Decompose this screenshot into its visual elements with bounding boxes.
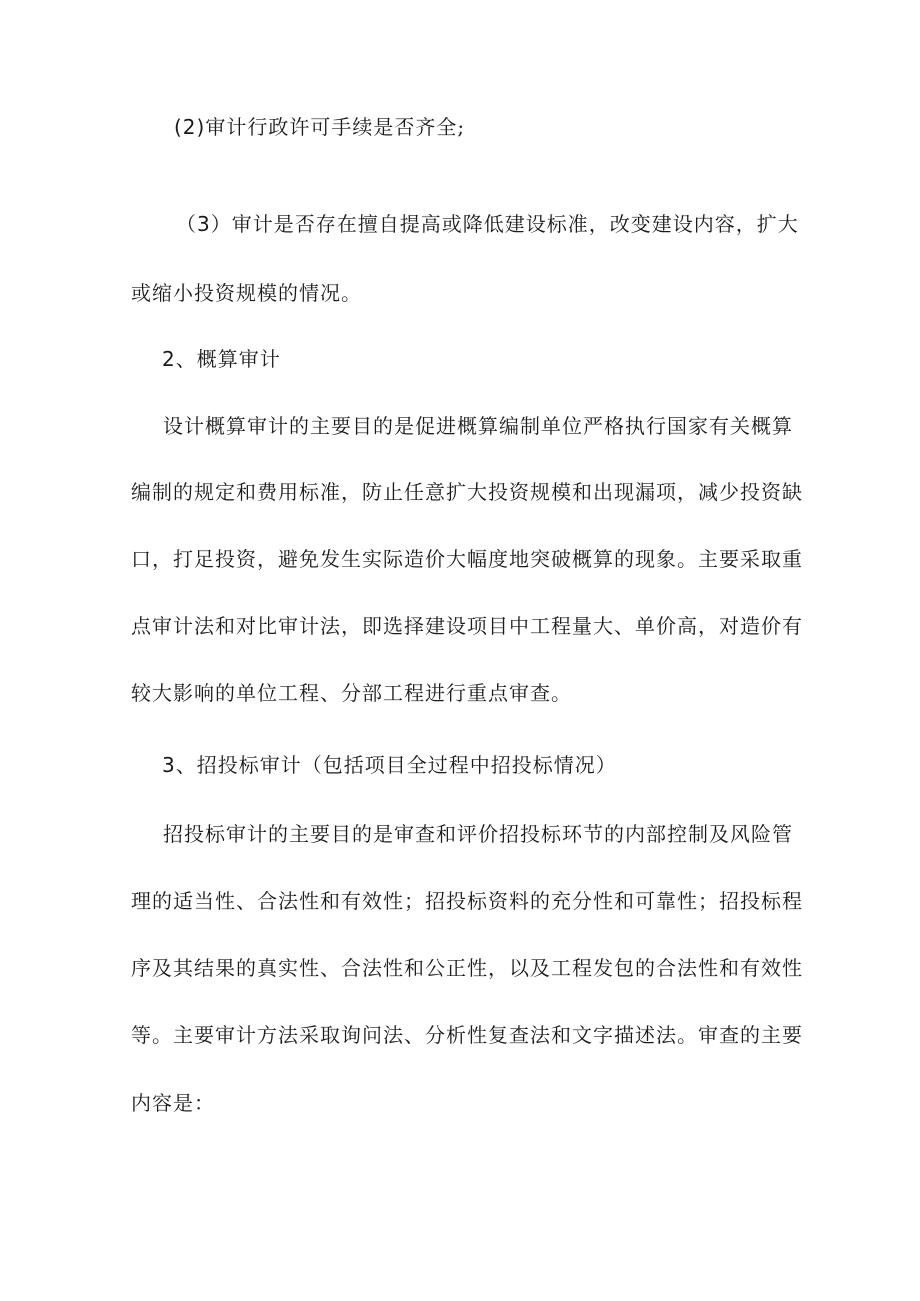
section-3-heading xyxy=(162,751,862,779)
section-2-paragraph-line: 较大影响的单位工程、分部工程进行重点审查。 xyxy=(131,681,572,705)
section-2-paragraph-line: 口，打足投资，避免发生实际造价大幅度地突破概算的现象。主要采取重 xyxy=(131,547,803,571)
section-3-paragraph-line: 内容是： xyxy=(131,1091,215,1115)
item-2-number: (2) xyxy=(174,115,206,139)
item-2-line xyxy=(174,113,874,141)
section-3-paragraph-line: 理的适当性、合法性和有效性；招投标资料的充分性和可靠性；招投标程 xyxy=(131,889,803,913)
section-3-paragraph-line: 等。主要审计方法采取询问法、分析性复查法和文字描述法。审查的主要 xyxy=(131,1023,803,1047)
section-2-number: 2 xyxy=(162,347,176,371)
section-3-number: 3 xyxy=(162,753,176,777)
section-3-title: 、招投标审计（包括项目全过程中招投标情况） xyxy=(175,753,617,777)
section-2-paragraph-line: 点审计法和对比审计法，即选择建设项目中工程量大、单价高，对造价有 xyxy=(131,614,803,638)
section-3-paragraph-line: 招投标审计的主要目的是审查和评价招投标环节的内部控制及风险管 xyxy=(163,822,793,846)
item-3-line-2: 或缩小投资规模的情况。 xyxy=(131,281,362,305)
item-2-text: 审计行政许可手续是否齐全; xyxy=(205,115,466,139)
section-2-title: 、概算审计 xyxy=(175,347,281,371)
item-3-line-1 xyxy=(176,210,876,238)
section-2-paragraph-line: 编制的规定和费用标准，防止任意扩大投资规模和出现漏项，减少投资缺 xyxy=(131,480,803,504)
item-3-text-1: 审计是否存在擅自提高或降低建设标准，改变建设内容，扩大 xyxy=(231,212,799,236)
section-2-paragraph-line: 设计概算审计的主要目的是促进概算编制单位严格执行国家有关概算 xyxy=(163,414,793,438)
section-2-heading xyxy=(162,345,862,373)
section-3-paragraph-line: 序及其结果的真实性、合法性和公正性，以及工程发包的合法性和有效性 xyxy=(131,956,803,980)
item-3-number: （3） xyxy=(176,212,232,236)
